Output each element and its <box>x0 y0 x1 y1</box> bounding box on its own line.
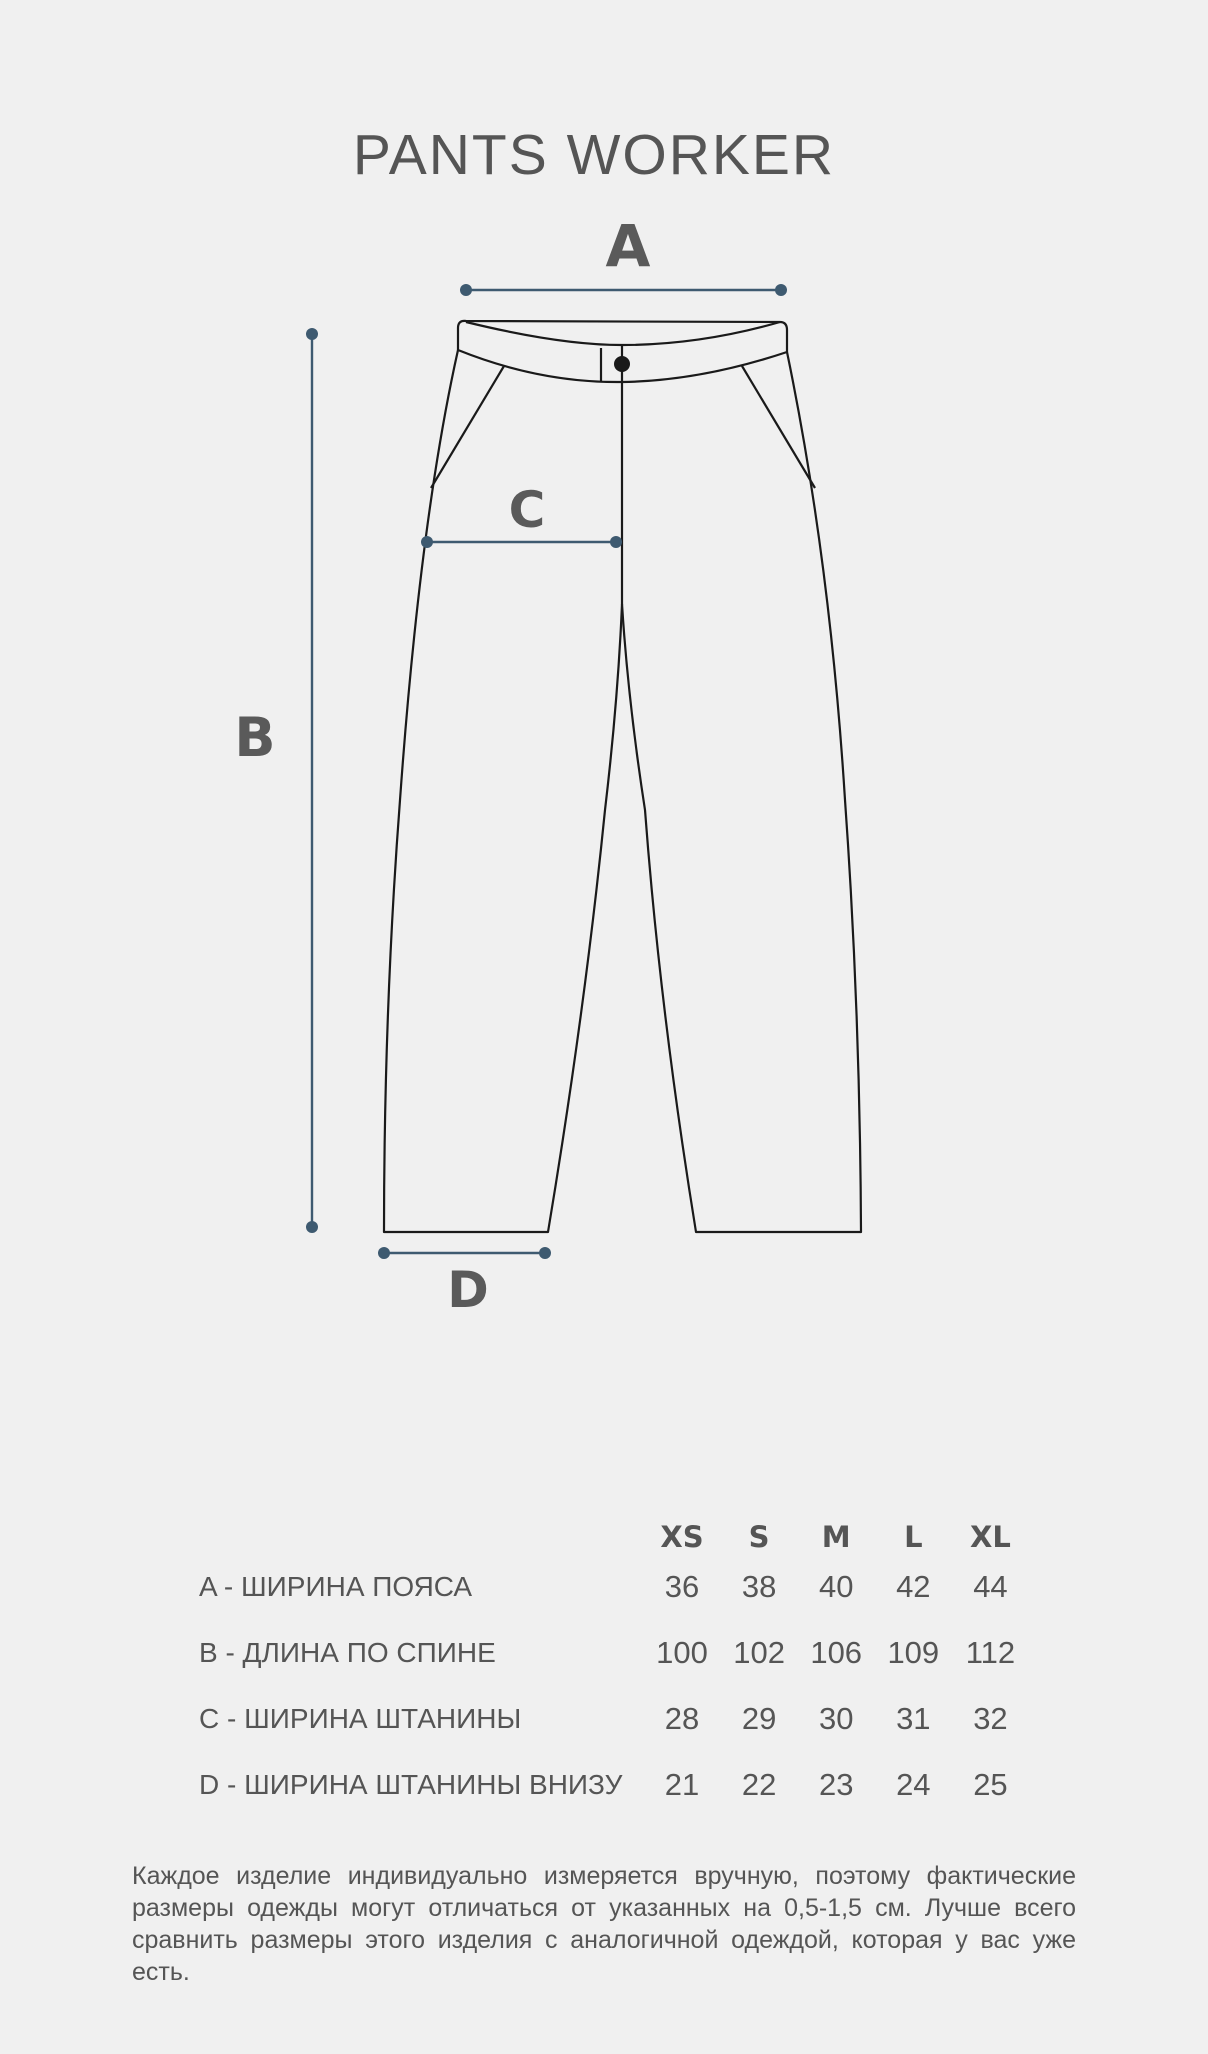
row-label: C - ШИРИНА ШТАНИНЫ <box>199 1703 522 1734</box>
dimension-d <box>378 1247 551 1259</box>
size-value: 40 <box>818 1569 854 1604</box>
size-value: 42 <box>896 1569 931 1604</box>
size-header: XS <box>660 1520 704 1554</box>
size-value: 29 <box>741 1701 777 1736</box>
size-value: 24 <box>896 1767 931 1802</box>
size-header: S <box>748 1520 770 1554</box>
page-title: PANTS WORKER <box>352 123 836 187</box>
table-row <box>199 1620 1029 1686</box>
table-row <box>199 1554 1029 1620</box>
size-value: 25 <box>973 1767 1008 1802</box>
measurement-note: Каждое изделие индивидуально измеряется вручную, поэтому фактические размеры одежды могут отличаться от указанных на 0,5-1,5 см. Лучше всего сравнить размеры этого изделия с аналогичной одеждой, которая у вас уже есть. <box>132 1862 1076 1986</box>
row-label: A - ШИРИНА ПОЯСА <box>199 1571 473 1602</box>
dimension-b-label: B <box>234 706 276 769</box>
table-row <box>199 1752 1029 1818</box>
size-value: 112 <box>965 1635 1016 1670</box>
size-value: 22 <box>741 1767 777 1802</box>
size-header: XL <box>970 1520 1011 1554</box>
size-value: 28 <box>664 1701 700 1736</box>
size-value: 109 <box>887 1635 940 1670</box>
row-label: D - ШИРИНА ШТАНИНЫ ВНИЗУ <box>199 1769 623 1800</box>
size-value: 100 <box>656 1635 708 1670</box>
size-value: 21 <box>664 1767 700 1802</box>
pants-outline <box>384 321 861 1232</box>
size-header: L <box>904 1520 923 1554</box>
size-value: 102 <box>733 1635 785 1670</box>
size-value: 23 <box>818 1767 854 1802</box>
button <box>614 356 630 372</box>
size-table <box>199 1510 1029 1818</box>
size-header-spacer <box>199 1510 643 1554</box>
dimension-d-label: D <box>447 1261 489 1319</box>
right-pocket <box>742 366 815 488</box>
table-row <box>199 1686 1029 1752</box>
size-value: 32 <box>973 1701 1008 1736</box>
dimension-c-label: C <box>508 481 546 539</box>
right-leg <box>622 352 861 1232</box>
size-header: M <box>821 1520 851 1554</box>
size-value: 38 <box>741 1569 777 1604</box>
waistband-top-curve <box>466 322 780 345</box>
left-leg <box>384 350 622 1232</box>
dimension-b <box>306 328 318 1233</box>
size-value: 36 <box>664 1569 700 1604</box>
size-value: 31 <box>896 1701 931 1736</box>
size-header-row <box>199 1510 1029 1554</box>
size-value: 44 <box>973 1569 1008 1604</box>
row-label: B - ДЛИНА ПО СПИНЕ <box>199 1637 496 1668</box>
size-value: 106 <box>810 1635 863 1670</box>
dimension-a <box>460 284 787 296</box>
dimension-a-label: A <box>605 212 651 280</box>
size-value: 30 <box>818 1701 854 1736</box>
